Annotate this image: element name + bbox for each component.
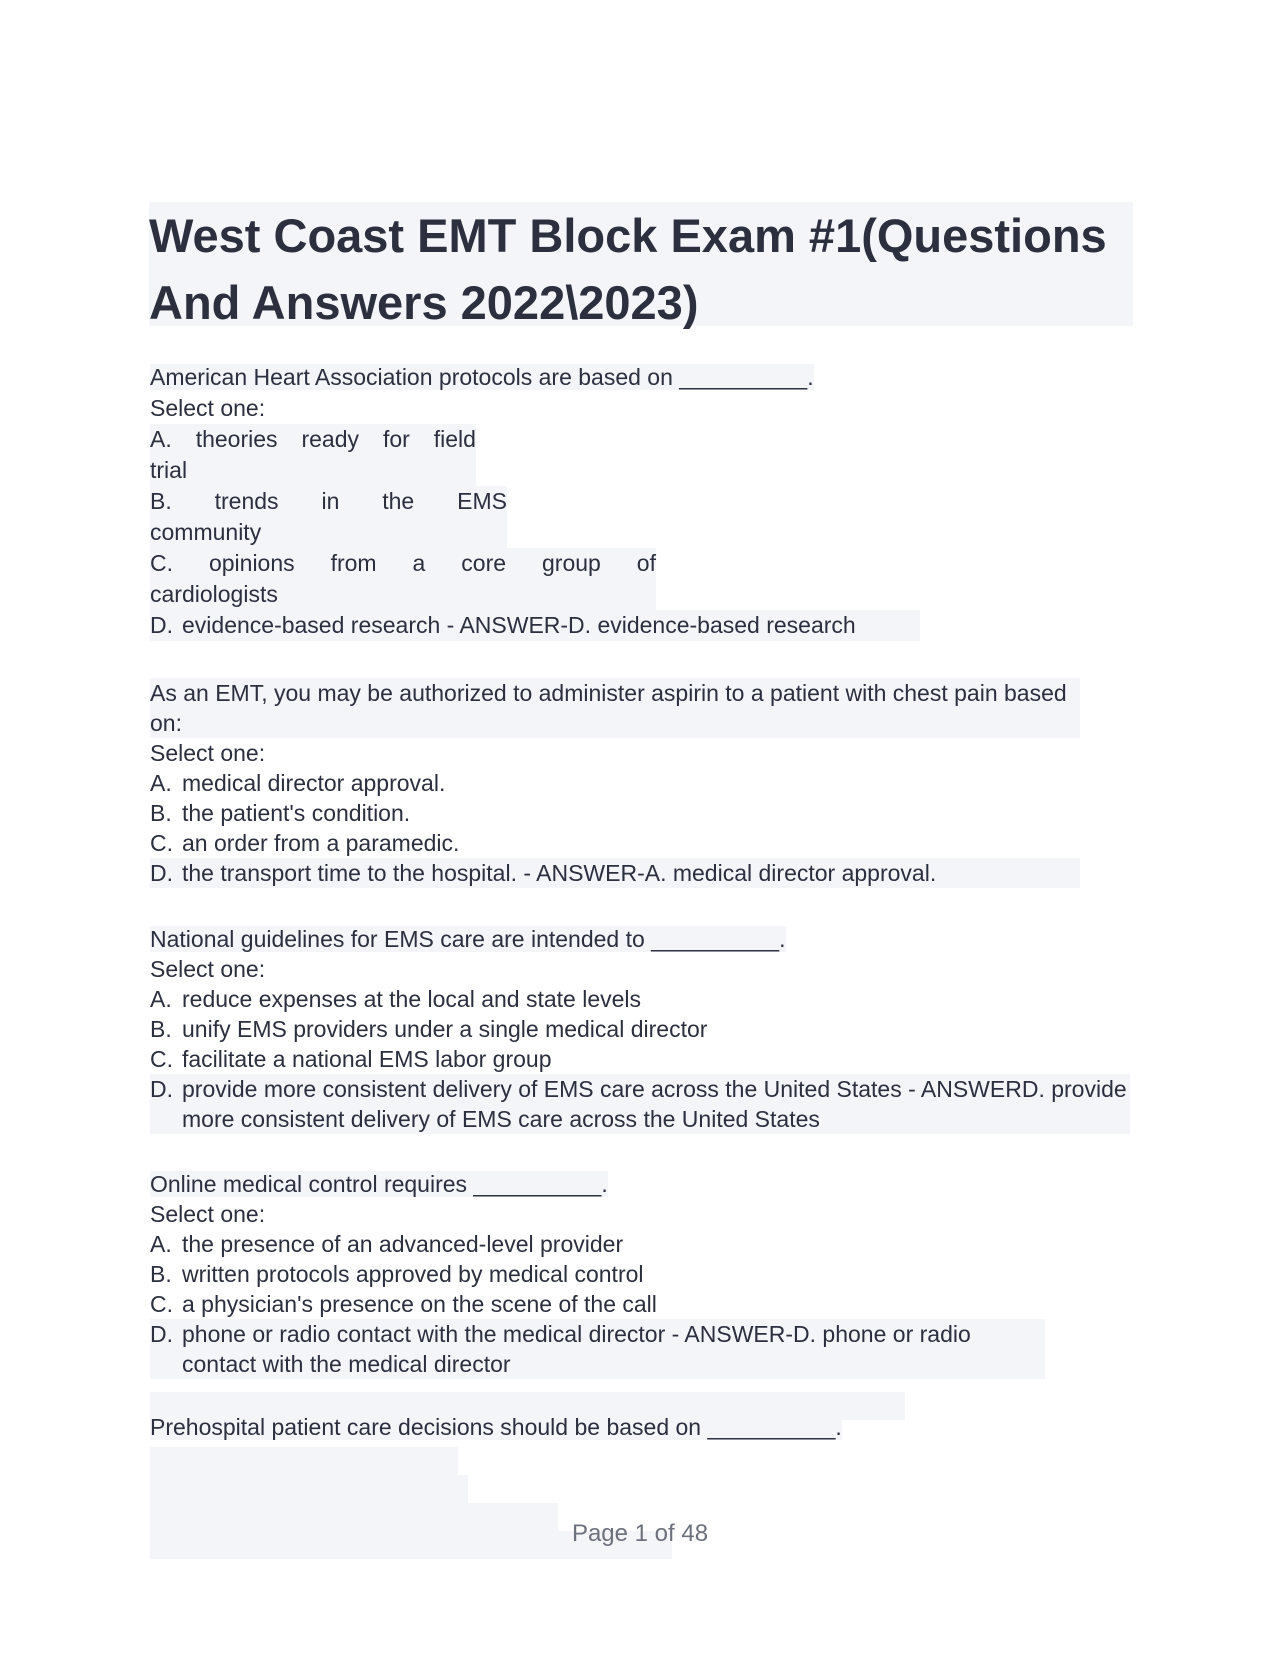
option-b: B. written protocols approved by medical control — [150, 1261, 644, 1287]
question-stem: National guidelines for EMS care are intended to __________. — [150, 926, 786, 952]
question-stem: Prehospital patient care decisions should be based on __________. — [150, 1414, 842, 1440]
option-b: B. trends in the EMS community — [150, 486, 507, 548]
option-c: C. facilitate a national EMS labor group — [150, 1046, 552, 1072]
option-a: A. theories ready for field trial — [150, 424, 476, 486]
option-a: A. medical director approval. — [150, 770, 446, 796]
question-1 — [150, 362, 1134, 641]
option-d: D. phone or radio contact with the medical director - ANSWER-D. phone or radio contact with the medical director — [150, 1319, 1045, 1379]
question-3 — [150, 924, 1130, 1134]
blank-highlight — [150, 1475, 468, 1503]
select-one-label: Select one: — [150, 1201, 266, 1227]
question-stem: As an EMT, you may be authorized to administer aspirin to a patient with chest pain based on: — [150, 678, 1080, 738]
blank-highlight — [150, 1447, 458, 1475]
option-d: D. provide more consistent delivery of EMS care across the United States - ANSWERD. provide more consistent delivery of EMS care across the United States — [150, 1074, 1130, 1134]
document-title: West Coast EMT Block Exam #1(Questions And Answers 2022\2023) — [149, 209, 1107, 329]
option-c: C. an order from a paramedic. — [150, 830, 460, 856]
select-one-label: Select one: — [150, 395, 266, 421]
select-one-label: Select one: — [150, 956, 266, 982]
option-c: C. a physician's presence on the scene of the call — [150, 1291, 657, 1317]
question-stem: American Heart Association protocols are based on __________. — [150, 364, 814, 390]
option-d: D. evidence-based research - ANSWER-D. evidence-based research — [150, 610, 920, 641]
question-2 — [150, 678, 1080, 888]
question-stem: Online medical control requires __________. — [150, 1171, 608, 1197]
option-c: C. opinions from a core group of cardiologists — [150, 548, 656, 610]
select-one-label: Select one: — [150, 740, 266, 766]
page-number: Page 1 of 48 — [571, 1520, 709, 1547]
option-b: B. the patient's condition. — [150, 800, 411, 826]
question-4 — [150, 1169, 1045, 1379]
option-d: D. the transport time to the hospital. - ANSWER-A. medical director approval. — [150, 858, 1080, 888]
option-b: B. unify EMS providers under a single medical director — [150, 1016, 708, 1042]
option-a: A. reduce expenses at the local and state levels — [150, 986, 642, 1012]
option-a: A. the presence of an advanced-level provider — [150, 1231, 624, 1257]
